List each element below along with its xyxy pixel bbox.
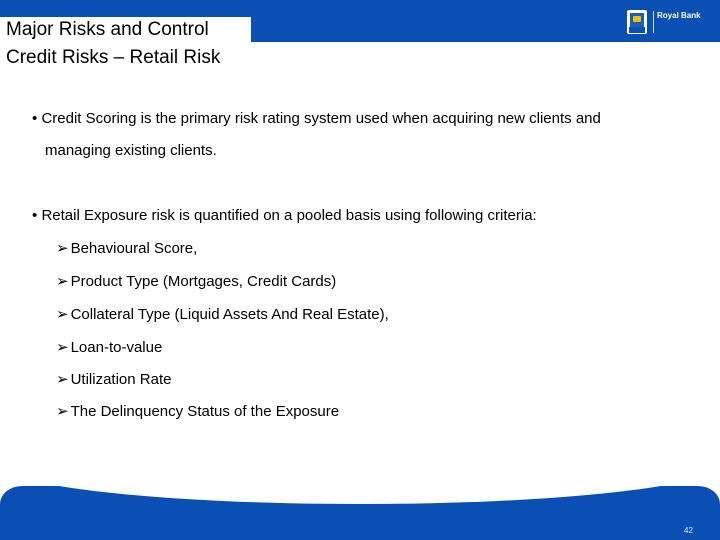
criteria-item: [56, 239, 197, 257]
bullet-retail-exposure: [32, 207, 537, 224]
criteria-text: Collateral Type (Liquid Assets And Real Estate),: [70, 306, 389, 323]
bullet-marker: •: [32, 207, 38, 224]
slide-title: Major Risks and Control: [6, 19, 209, 40]
arrow-bullet-icon: ➢: [56, 403, 69, 420]
criteria-item: [56, 272, 336, 290]
arrow-bullet-icon: ➢: [56, 273, 69, 290]
logo-text: Royal Bank: [657, 11, 701, 20]
arrow-bullet-icon: ➢: [56, 240, 69, 257]
criteria-item: [56, 402, 339, 420]
page-number: 42: [684, 526, 693, 535]
slide-subtitle: Credit Risks – Retail Risk: [6, 47, 221, 68]
criteria-item: [56, 370, 171, 388]
criteria-text: Utilization Rate: [70, 371, 172, 388]
bullet-credit-scoring: [32, 110, 601, 127]
bullet-marker: •: [32, 110, 38, 127]
arrow-bullet-icon: ➢: [56, 339, 69, 356]
criteria-text: The Delinquency Status of the Exposure: [70, 403, 340, 420]
arrow-bullet-icon: ➢: [56, 371, 69, 388]
bullet-credit-scoring-continued: managing existing clients.: [45, 142, 217, 159]
criteria-text: Behavioural Score,: [70, 240, 198, 257]
criteria-text: Loan-to-value: [70, 339, 163, 356]
arrow-bullet-icon: ➢: [56, 306, 69, 323]
bullet-text: Credit Scoring is the primary risk rating system used when acquiring new clients and: [41, 110, 601, 127]
criteria-item: [56, 338, 162, 356]
criteria-text: Product Type (Mortgages, Credit Cards): [70, 273, 337, 290]
criteria-item: [56, 305, 389, 323]
bullet-text: Retail Exposure risk is quantified on a pooled basis using following criteria:: [41, 207, 537, 224]
